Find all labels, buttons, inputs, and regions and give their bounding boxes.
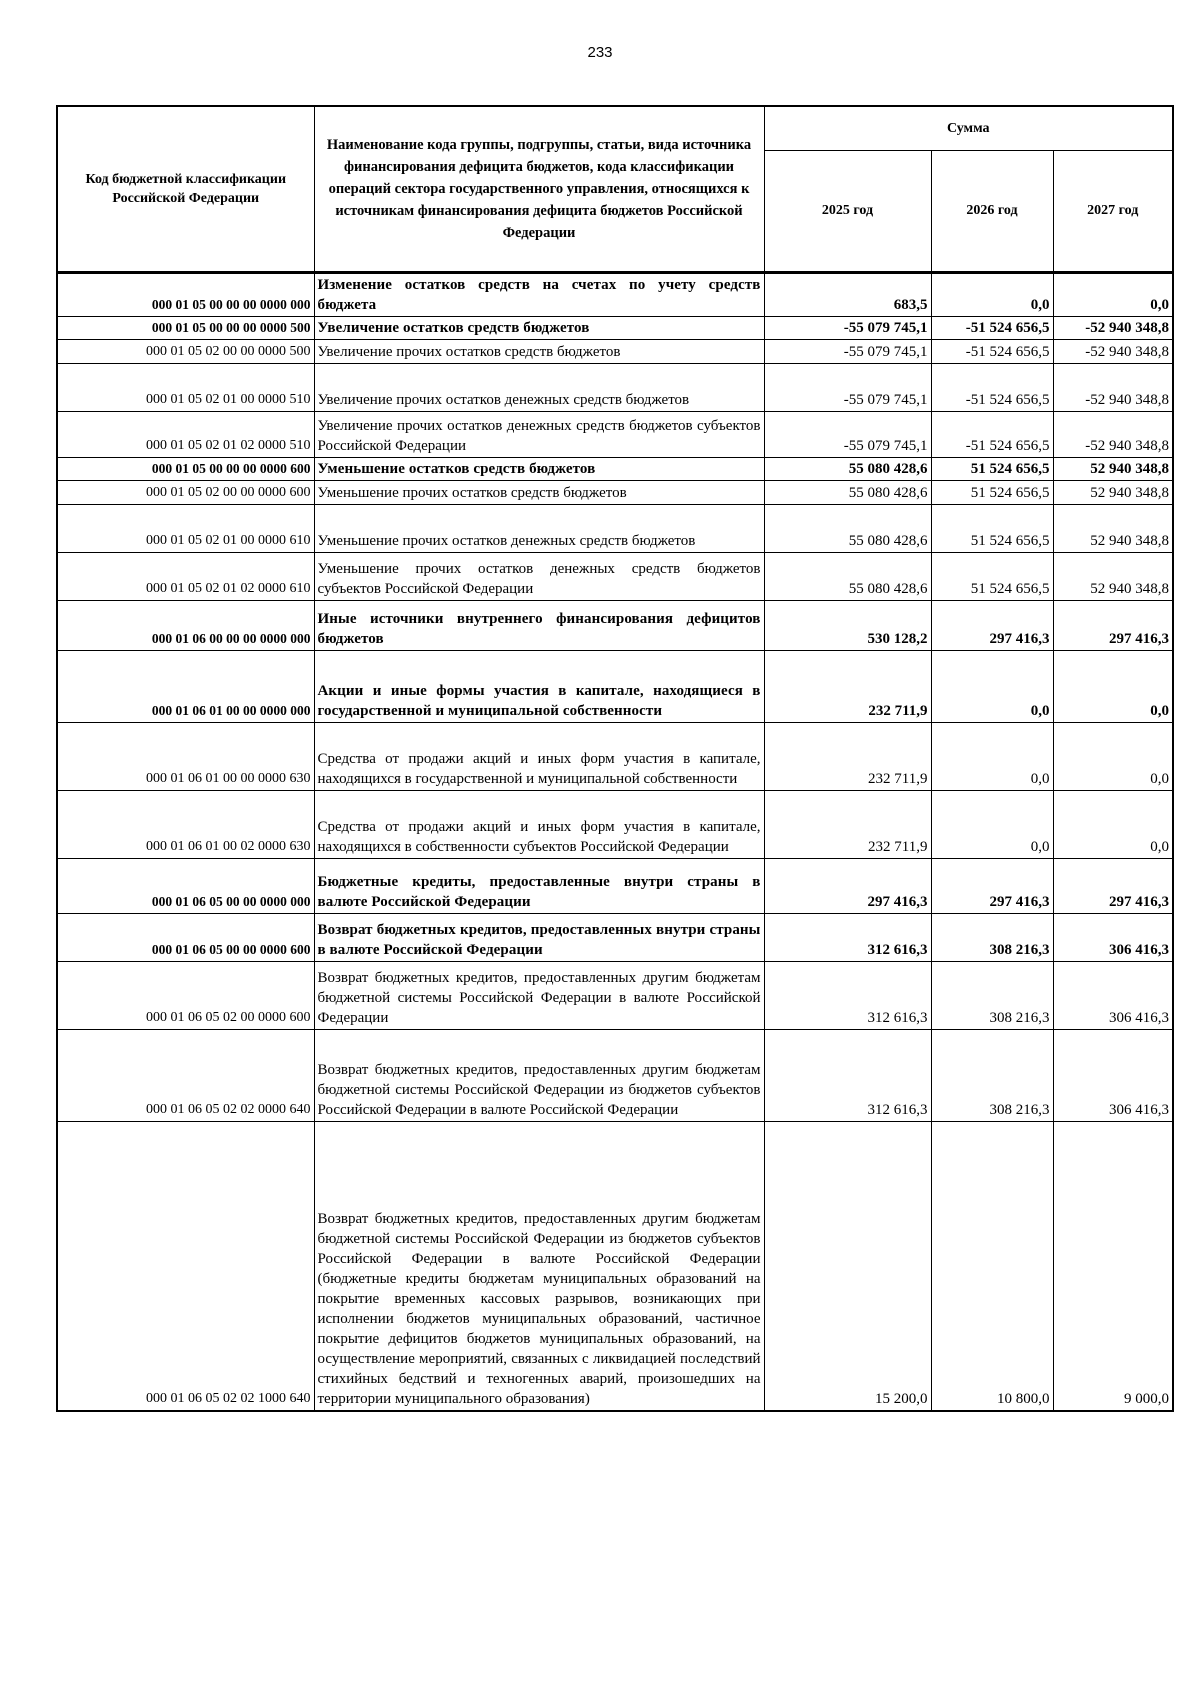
table-row bbox=[57, 790, 1173, 858]
row-value-2025: -55 079 745,1 bbox=[764, 363, 931, 411]
row-value-2026: 51 524 656,5 bbox=[931, 480, 1053, 504]
row-name: Средства от продажи акций и иных форм участия в капитале, находящихся в собственности субъектов Российской Федерации bbox=[314, 790, 764, 858]
row-code: 000 01 05 02 00 00 0000 600 bbox=[57, 480, 314, 504]
row-value-2027: 306 416,3 bbox=[1053, 1029, 1173, 1121]
row-code: 000 01 06 05 00 00 0000 000 bbox=[57, 858, 314, 913]
page-number: 233 bbox=[587, 44, 613, 61]
table-row bbox=[57, 600, 1173, 650]
row-value-2026: 308 216,3 bbox=[931, 961, 1053, 1029]
row-name: Возврат бюджетных кредитов, предоставленных другим бюджетам бюджетной системы Российской Федерации из бюджетов субъектов Российской Федерации в валюте Российской Федерации bbox=[314, 1029, 764, 1121]
row-code: 000 01 06 01 00 00 0000 630 bbox=[57, 722, 314, 790]
row-value-2027: 52 940 348,8 bbox=[1053, 457, 1173, 480]
row-name: Иные источники внутреннего финансирования дефицитов бюджетов bbox=[314, 600, 764, 650]
row-name: Увеличение остатков средств бюджетов bbox=[314, 316, 764, 339]
header-code: Код бюджетной классификации Российской Федерации bbox=[57, 106, 314, 272]
row-code: 000 01 06 01 00 00 0000 000 bbox=[57, 650, 314, 722]
row-value-2027: 306 416,3 bbox=[1053, 913, 1173, 961]
row-value-2025: -55 079 745,1 bbox=[764, 411, 931, 457]
table-row bbox=[57, 272, 1173, 316]
row-value-2026: 297 416,3 bbox=[931, 858, 1053, 913]
row-name: Уменьшение прочих остатков денежных средств бюджетов bbox=[314, 504, 764, 552]
row-value-2025: 232 711,9 bbox=[764, 722, 931, 790]
row-value-2026: 0,0 bbox=[931, 272, 1053, 316]
row-name: Уменьшение прочих остатков средств бюджетов bbox=[314, 480, 764, 504]
row-value-2025: 232 711,9 bbox=[764, 650, 931, 722]
row-name: Возврат бюджетных кредитов, предоставленных другим бюджетам бюджетной системы Российской Федерации из бюджетов субъектов Российской Федерации в валюте Российской Федерации (бюджетные кредиты бюджетам муниципальных образований на покрытие временных кассовых разрывов, возникающих при исполнении бюджетов муниципальных образований, частичное покрытие дефицитов бюджетов муниципальных образований, на осуществление мероприятий, связанных с ликвидацией последствий стихийных бедствий и техногенных аварий, произошедших на территории муниципального образования) bbox=[314, 1121, 764, 1411]
row-name: Увеличение прочих остатков средств бюджетов bbox=[314, 339, 764, 363]
row-name: Уменьшение прочих остатков денежных средств бюджетов субъектов Российской Федерации bbox=[314, 552, 764, 600]
table-row bbox=[57, 339, 1173, 363]
row-value-2027: -52 940 348,8 bbox=[1053, 363, 1173, 411]
row-name: Изменение остатков средств на счетах по учету средств бюджета bbox=[314, 272, 764, 316]
row-value-2025: 55 080 428,6 bbox=[764, 457, 931, 480]
row-value-2025: 297 416,3 bbox=[764, 858, 931, 913]
row-value-2025: 55 080 428,6 bbox=[764, 504, 931, 552]
row-name: Увеличение прочих остатков денежных средств бюджетов bbox=[314, 363, 764, 411]
header-year-2025: 2025 год bbox=[764, 150, 931, 272]
row-name: Увеличение прочих остатков денежных средств бюджетов субъектов Российской Федерации bbox=[314, 411, 764, 457]
row-value-2026: 51 524 656,5 bbox=[931, 504, 1053, 552]
table-row bbox=[57, 961, 1173, 1029]
table-row bbox=[57, 650, 1173, 722]
table-row bbox=[57, 457, 1173, 480]
table-row bbox=[57, 411, 1173, 457]
row-value-2025: 312 616,3 bbox=[764, 913, 931, 961]
row-value-2025: 232 711,9 bbox=[764, 790, 931, 858]
row-code: 000 01 05 02 01 02 0000 610 bbox=[57, 552, 314, 600]
row-value-2026: 51 524 656,5 bbox=[931, 457, 1053, 480]
row-code: 000 01 06 05 00 00 0000 600 bbox=[57, 913, 314, 961]
row-value-2027: -52 940 348,8 bbox=[1053, 316, 1173, 339]
table-row bbox=[57, 1029, 1173, 1121]
row-value-2026: 297 416,3 bbox=[931, 600, 1053, 650]
row-code: 000 01 05 00 00 00 0000 000 bbox=[57, 272, 314, 316]
table-row bbox=[57, 722, 1173, 790]
table-row bbox=[57, 316, 1173, 339]
row-value-2025: 312 616,3 bbox=[764, 1029, 931, 1121]
row-value-2025: 683,5 bbox=[764, 272, 931, 316]
row-value-2027: 0,0 bbox=[1053, 722, 1173, 790]
table-row bbox=[57, 1121, 1173, 1411]
table-row bbox=[57, 504, 1173, 552]
row-code: 000 01 06 01 00 02 0000 630 bbox=[57, 790, 314, 858]
row-code: 000 01 06 05 02 02 1000 640 bbox=[57, 1121, 314, 1411]
row-value-2027: 9 000,0 bbox=[1053, 1121, 1173, 1411]
row-code: 000 01 06 00 00 00 0000 000 bbox=[57, 600, 314, 650]
row-name: Возврат бюджетных кредитов, предоставленных другим бюджетам бюджетной системы Российской Федерации в валюте Российской Федерации bbox=[314, 961, 764, 1029]
row-value-2026: 51 524 656,5 bbox=[931, 552, 1053, 600]
row-name: Уменьшение остатков средств бюджетов bbox=[314, 457, 764, 480]
row-code: 000 01 05 02 00 00 0000 500 bbox=[57, 339, 314, 363]
table-header bbox=[57, 106, 1173, 272]
row-value-2027: -52 940 348,8 bbox=[1053, 339, 1173, 363]
row-value-2025: 312 616,3 bbox=[764, 961, 931, 1029]
row-value-2026: 0,0 bbox=[931, 722, 1053, 790]
row-value-2027: 52 940 348,8 bbox=[1053, 504, 1173, 552]
row-value-2026: 308 216,3 bbox=[931, 913, 1053, 961]
row-value-2025: -55 079 745,1 bbox=[764, 339, 931, 363]
table-row bbox=[57, 858, 1173, 913]
row-value-2025: 15 200,0 bbox=[764, 1121, 931, 1411]
row-code: 000 01 05 02 01 00 0000 610 bbox=[57, 504, 314, 552]
row-name: Возврат бюджетных кредитов, предоставленных внутри страны в валюте Российской Федерации bbox=[314, 913, 764, 961]
row-value-2026: 10 800,0 bbox=[931, 1121, 1053, 1411]
row-code: 000 01 06 05 02 02 0000 640 bbox=[57, 1029, 314, 1121]
row-value-2025: 55 080 428,6 bbox=[764, 480, 931, 504]
row-value-2025: 530 128,2 bbox=[764, 600, 931, 650]
row-value-2025: 55 080 428,6 bbox=[764, 552, 931, 600]
row-value-2027: 297 416,3 bbox=[1053, 600, 1173, 650]
header-year-2026: 2026 год bbox=[931, 150, 1053, 272]
row-value-2027: -52 940 348,8 bbox=[1053, 411, 1173, 457]
row-value-2027: 306 416,3 bbox=[1053, 961, 1173, 1029]
row-value-2026: -51 524 656,5 bbox=[931, 363, 1053, 411]
row-value-2026: 0,0 bbox=[931, 650, 1053, 722]
row-name: Средства от продажи акций и иных форм участия в капитале, находящихся в государственной и муниципальной собственности bbox=[314, 722, 764, 790]
row-value-2026: 308 216,3 bbox=[931, 1029, 1053, 1121]
row-value-2026: -51 524 656,5 bbox=[931, 411, 1053, 457]
row-code: 000 01 05 02 01 02 0000 510 bbox=[57, 411, 314, 457]
row-value-2026: -51 524 656,5 bbox=[931, 339, 1053, 363]
table-body bbox=[57, 272, 1173, 1411]
row-code: 000 01 05 02 01 00 0000 510 bbox=[57, 363, 314, 411]
row-value-2027: 52 940 348,8 bbox=[1053, 552, 1173, 600]
table-row bbox=[57, 480, 1173, 504]
row-value-2027: 0,0 bbox=[1053, 650, 1173, 722]
row-code: 000 01 06 05 02 00 0000 600 bbox=[57, 961, 314, 1029]
row-value-2027: 52 940 348,8 bbox=[1053, 480, 1173, 504]
table-row bbox=[57, 913, 1173, 961]
header-sum: Сумма bbox=[764, 106, 1173, 150]
row-value-2026: 0,0 bbox=[931, 790, 1053, 858]
table-row bbox=[57, 552, 1173, 600]
row-name: Бюджетные кредиты, предоставленные внутри страны в валюте Российской Федерации bbox=[314, 858, 764, 913]
row-value-2026: -51 524 656,5 bbox=[931, 316, 1053, 339]
header-name: Наименование кода группы, подгруппы, статьи, вида источника финансирования дефицита бюджетов, кода классификации операций сектора государственного управления, относящихся к источникам финансирования дефицита бюджетов Российской Федерации bbox=[314, 106, 764, 272]
header-year-2027: 2027 год bbox=[1053, 150, 1173, 272]
row-value-2027: 297 416,3 bbox=[1053, 858, 1173, 913]
row-code: 000 01 05 00 00 00 0000 500 bbox=[57, 316, 314, 339]
table-row bbox=[57, 363, 1173, 411]
row-code: 000 01 05 00 00 00 0000 600 bbox=[57, 457, 314, 480]
row-value-2025: -55 079 745,1 bbox=[764, 316, 931, 339]
row-value-2027: 0,0 bbox=[1053, 790, 1173, 858]
row-name: Акции и иные формы участия в капитале, находящиеся в государственной и муниципальной собственности bbox=[314, 650, 764, 722]
row-value-2027: 0,0 bbox=[1053, 272, 1173, 316]
budget-sources-table bbox=[56, 105, 1174, 1412]
